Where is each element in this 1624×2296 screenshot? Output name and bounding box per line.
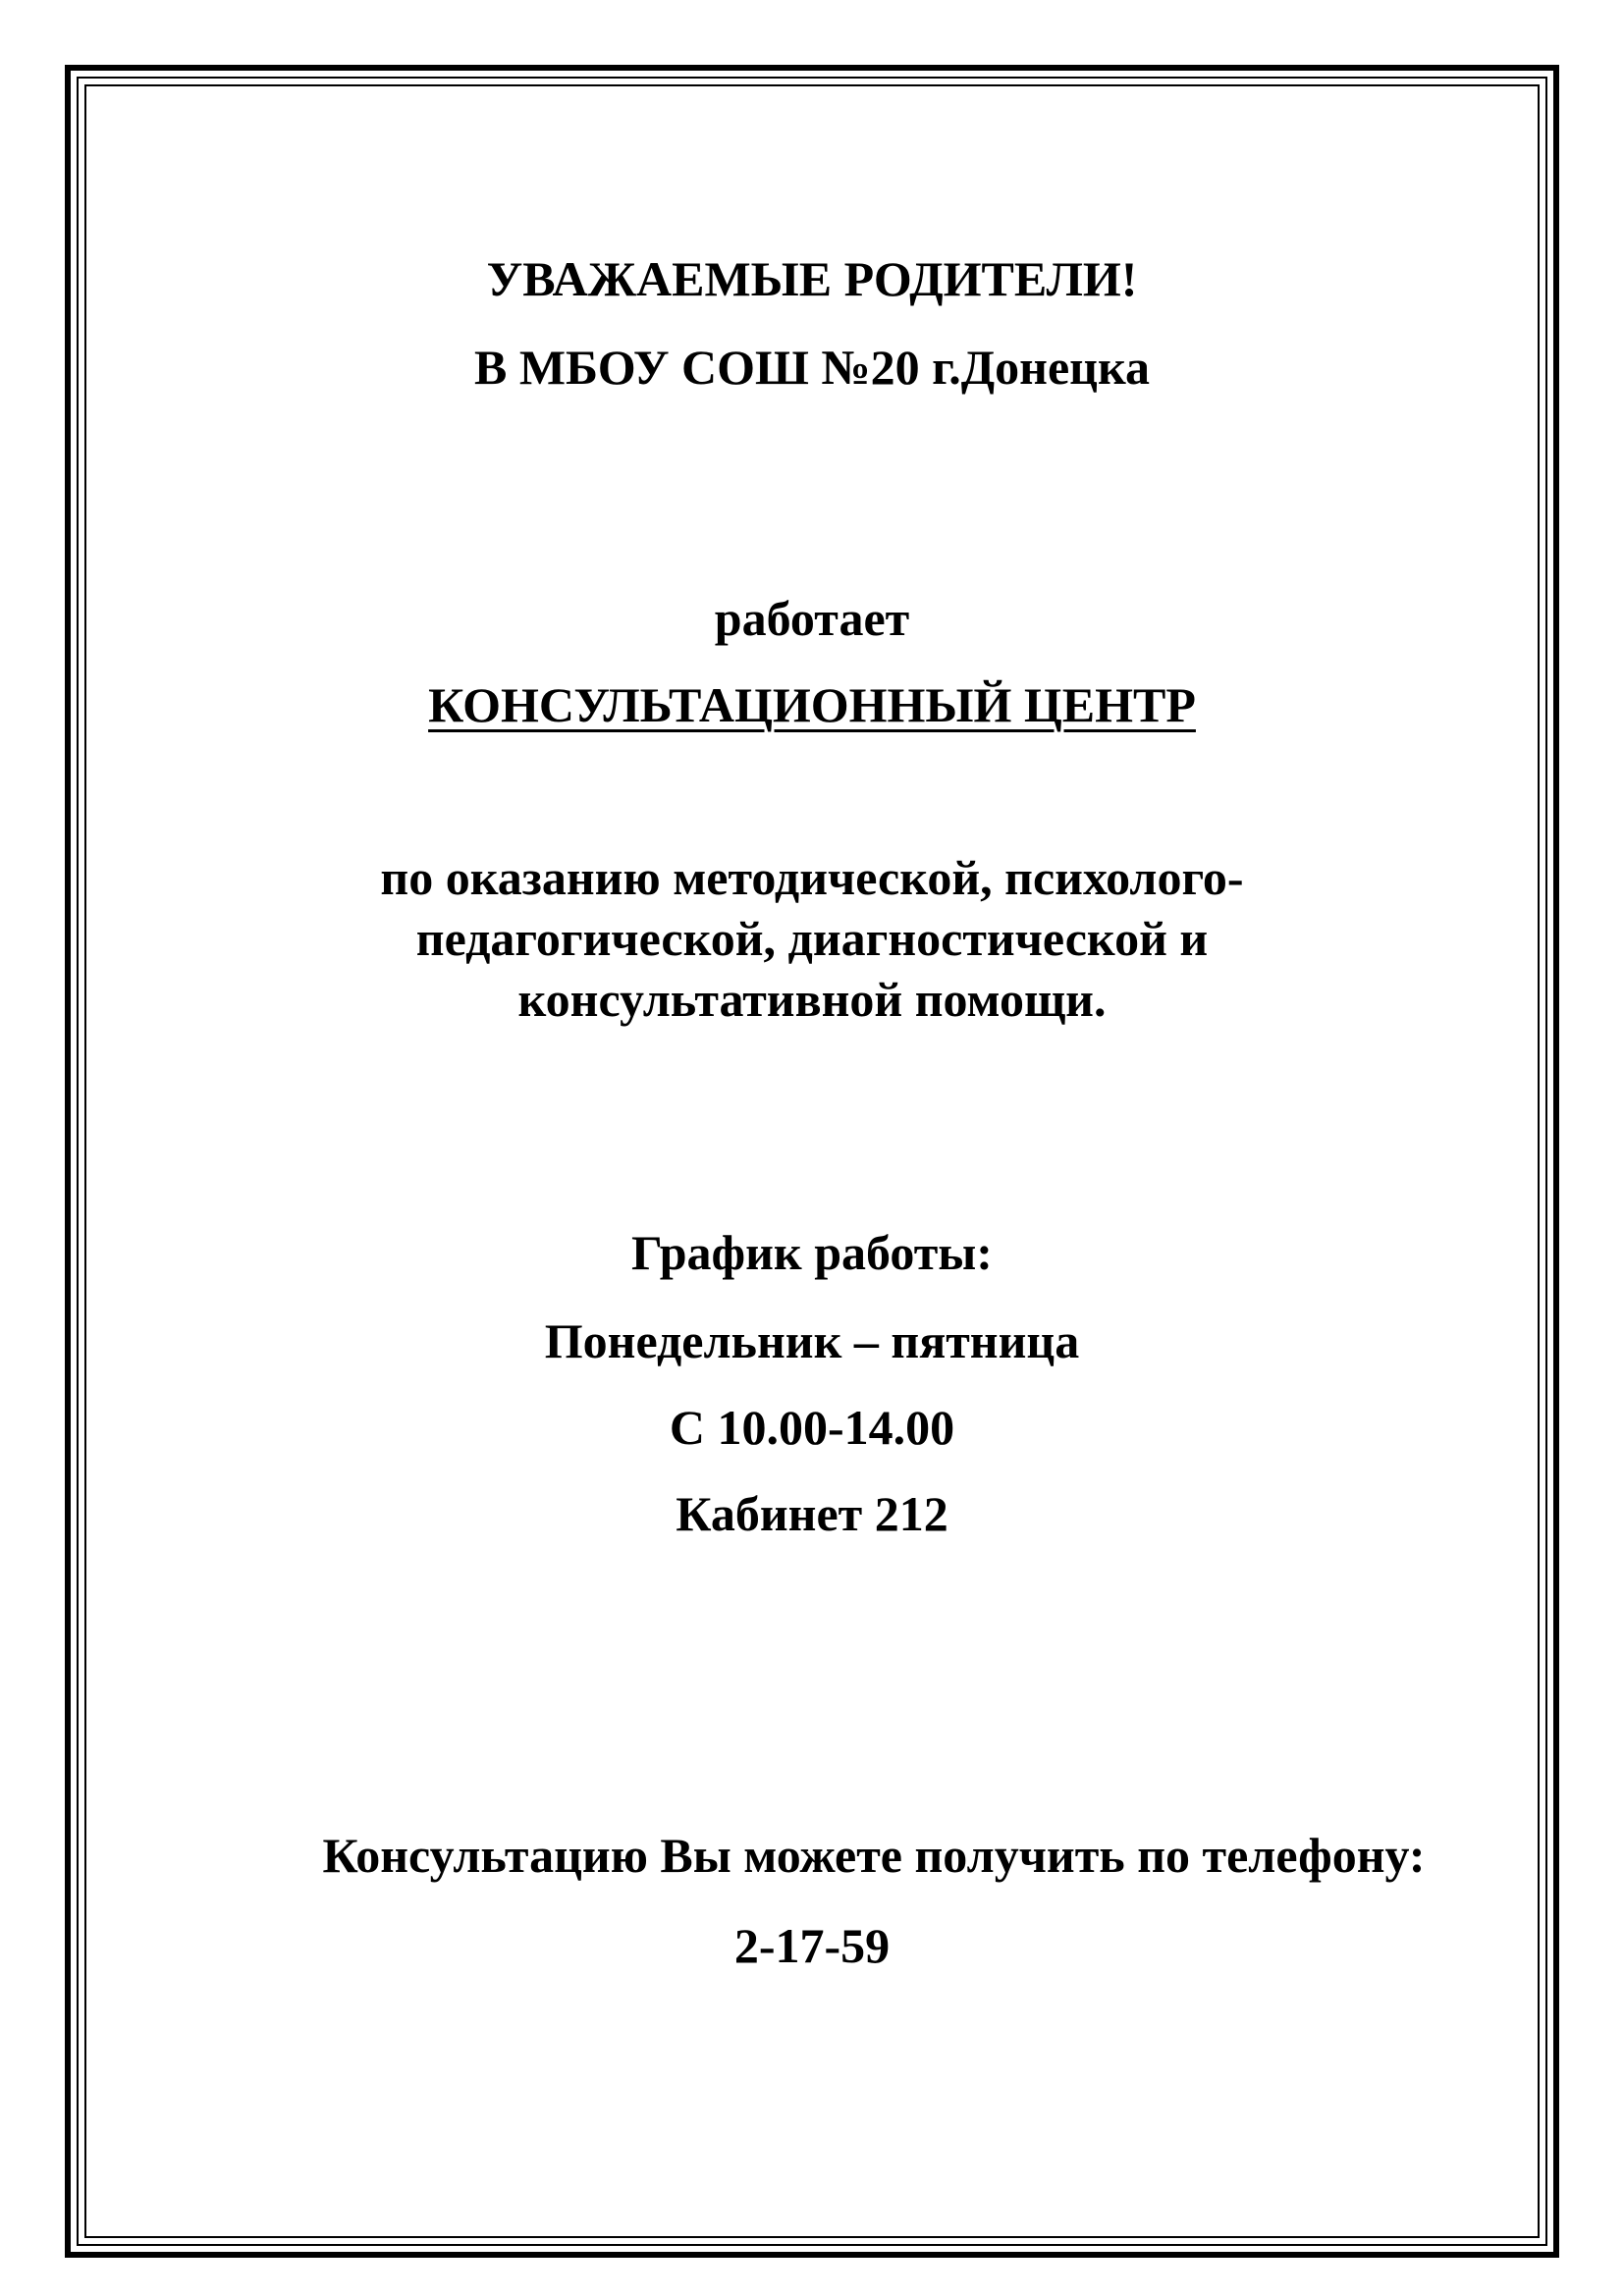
purpose-line-3: консультативной помощи. — [517, 972, 1107, 1027]
center-name-text: КОНСУЛЬТАЦИОННЫЙ ЦЕНТР — [428, 677, 1196, 732]
schedule-heading: График работы: — [631, 1225, 993, 1280]
intro-text: работает — [714, 591, 910, 646]
purpose-line-1: по оказанию методической, психолого- — [380, 850, 1244, 905]
page-border-inner — [84, 84, 1540, 2238]
schedule-room: Кабинет 212 — [676, 1486, 948, 1541]
schedule-days: Понедельник – пятница — [544, 1313, 1080, 1368]
school-name: В МБОУ СОШ №20 г.Донецка — [473, 340, 1150, 395]
greeting-heading: УВАЖАЕМЫЕ РОДИТЕЛИ! — [486, 251, 1138, 306]
phone-number: 2-17-59 — [733, 1918, 891, 1973]
center-name — [0, 675, 1624, 734]
purpose-line-2: педагогической, диагностической и — [415, 911, 1209, 966]
schedule-hours: С 10.00-14.00 — [669, 1400, 955, 1455]
contact-text: Консультацию Вы можете получить по телефону: — [322, 1828, 1426, 1883]
